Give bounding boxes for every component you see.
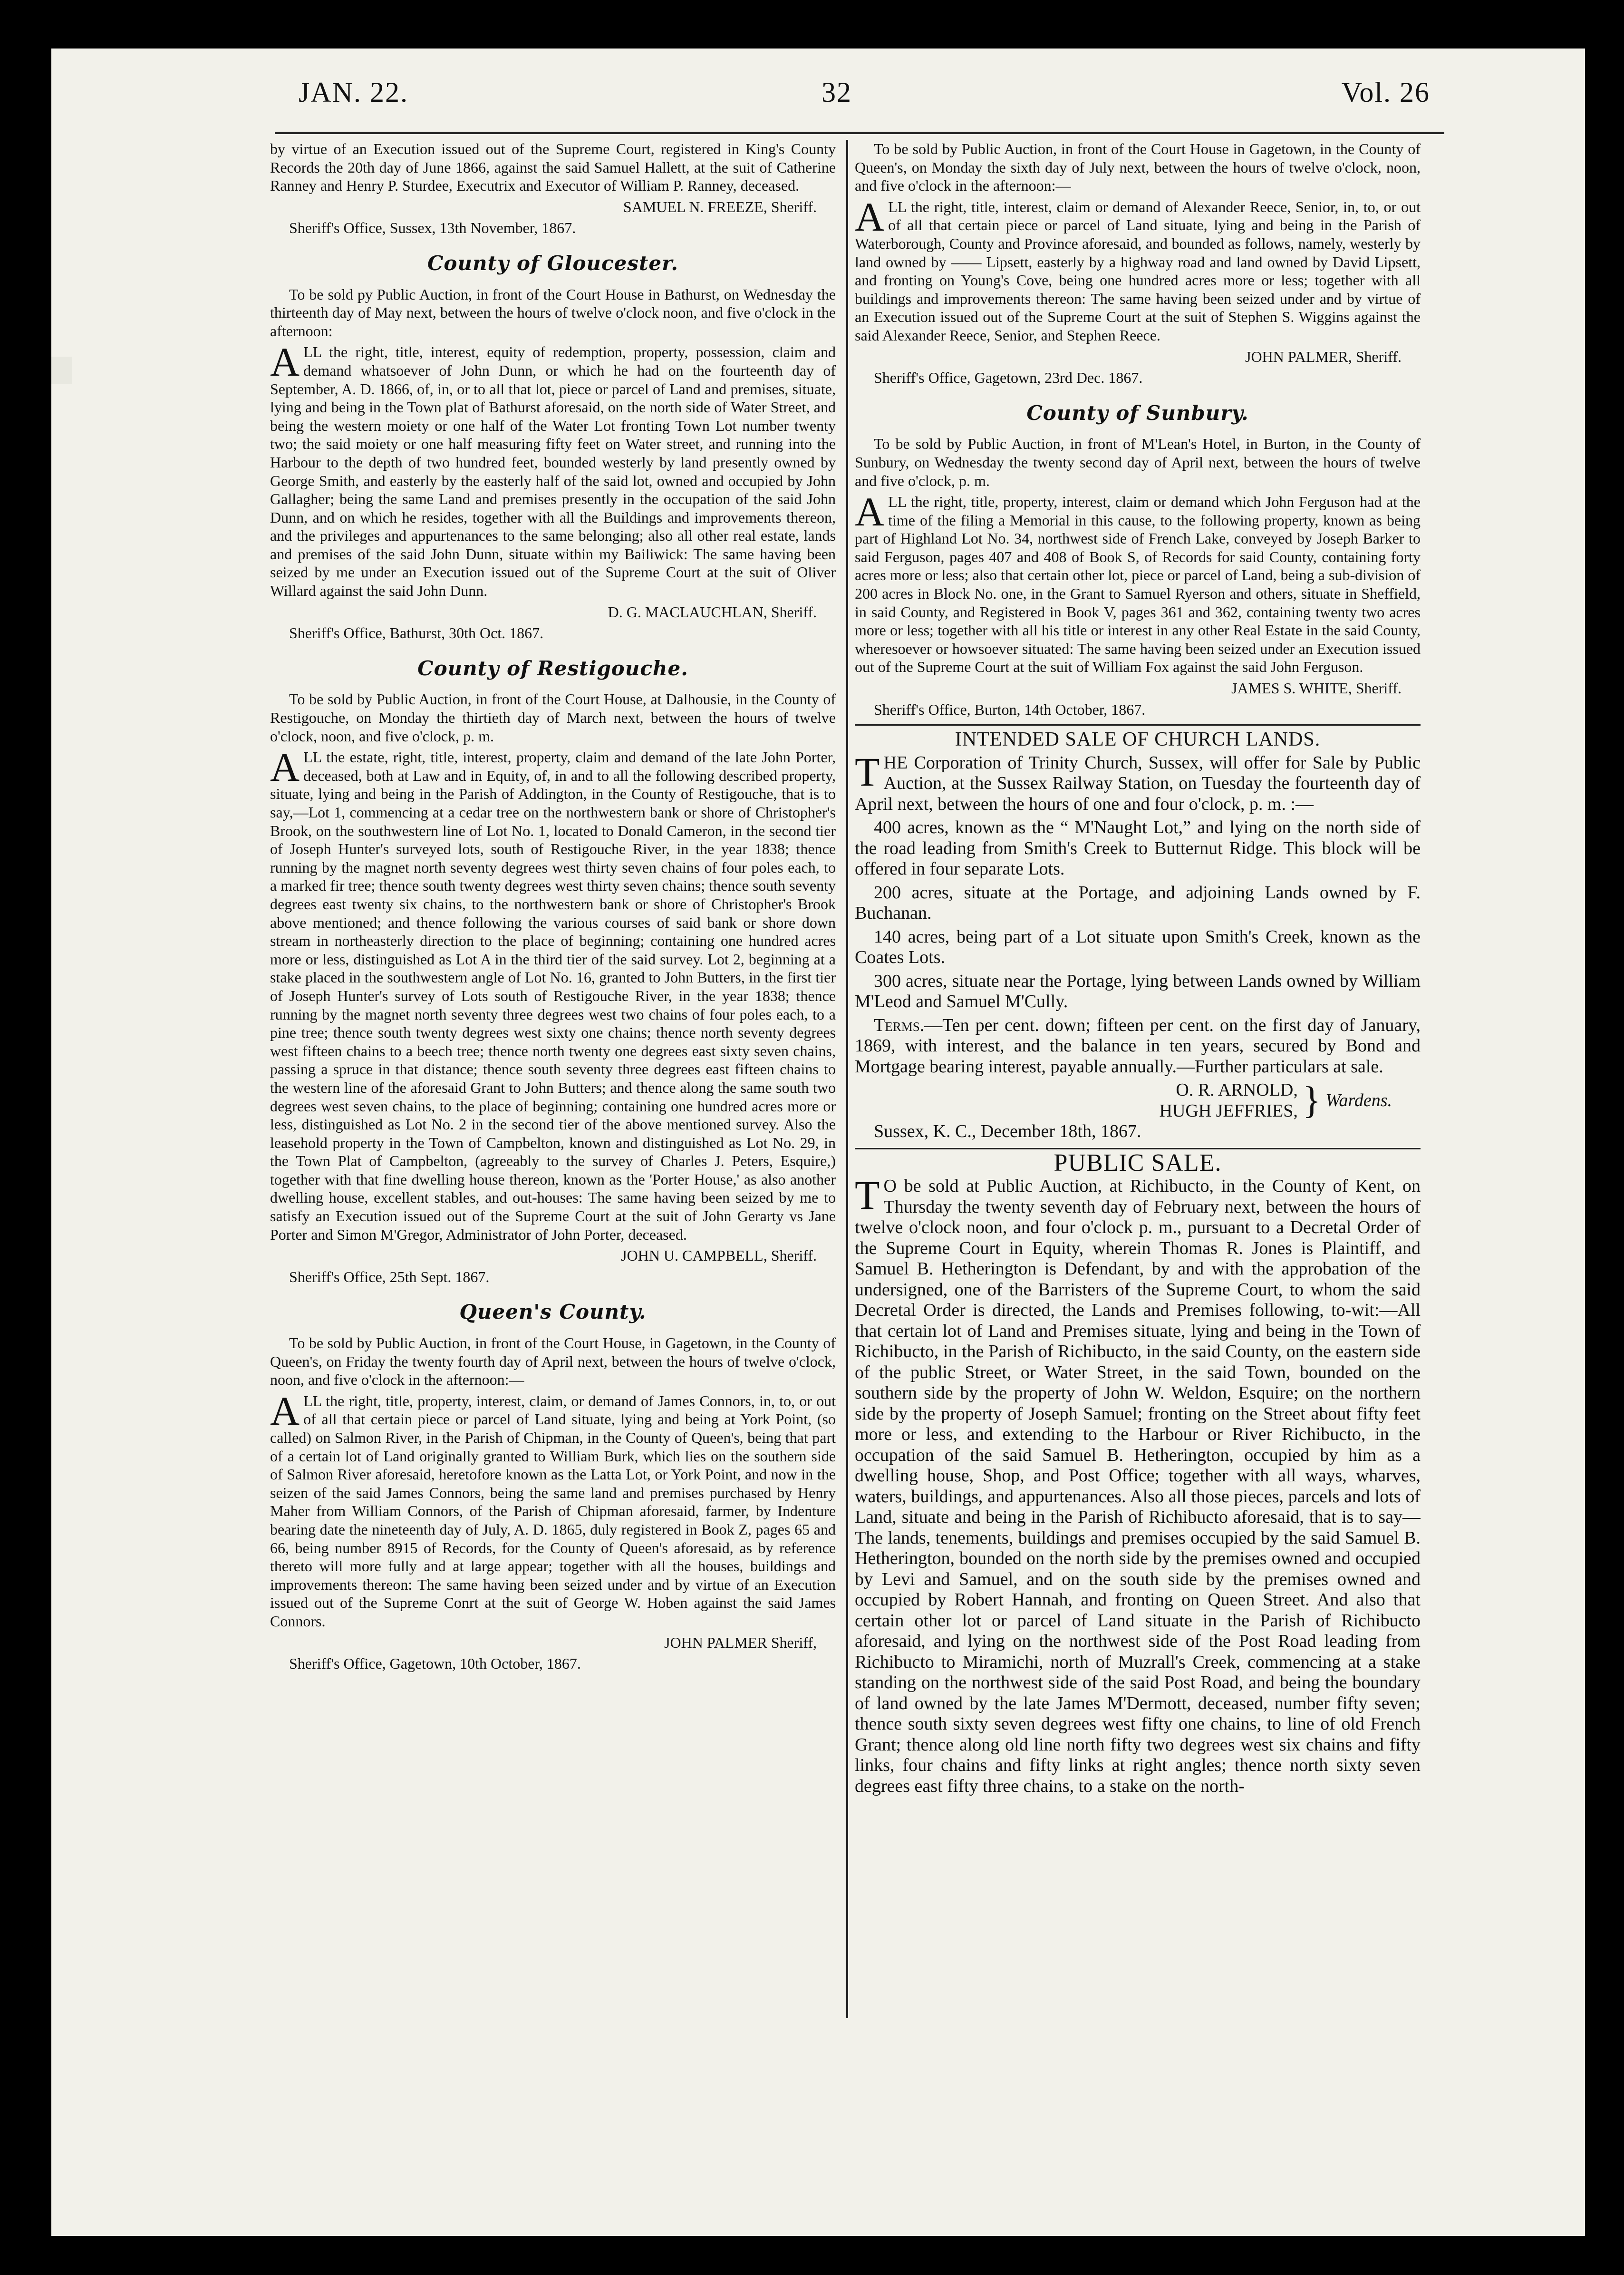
sunbury-signature: JAMES S. WHITE, Sheriff. — [1231, 680, 1402, 697]
public-sale-heading: PUBLIC SALE. — [1054, 1149, 1222, 1176]
newspaper-page — [51, 49, 1585, 2236]
header-rule — [275, 132, 1444, 134]
continued-office: Sheriff's Office, Sussex, 13th November, 1867. — [289, 219, 576, 237]
church-dropcap: T — [855, 749, 880, 795]
gloucester-dropcap: A — [270, 339, 300, 385]
gloucester-body-text: LL the right, title, interest, equity of redemption, property, possession, claim and demand whatsoever of John Dunn, or which he had on the fourteenth day of September, A. D. 1866, of, in, or to all that lot, piece or parcel of Land and premises, situate, lying and being in the Town plat of Bathurst aforesaid, on the north side of Water Street, and being the western moiety or one half of the Water Lot fronting Town Lot number twenty two; the said moiety or one half measuring fifty feet on Water street, and running into the Harbour to the depth of two hundred feet, bounded westerly by land presently owned by George Smith, and easterly by the easterly half of the said lot, owned and occupied by John Gallagher; being the same Land and premises presently in the occupation of the said John Dunn, and on which he resides, together with all the Buildings and improvements thereon, and the privileges and appurtenances to the same belonging; also all other real estate, lands and premises of the said John Dunn, situate within my Bailiwick: The same having been seized by me under an Execution issued out of the Supreme Court at the suit of Oliver Willard against the said John Dunn. — [270, 343, 836, 600]
page-edge-tab — [51, 357, 72, 384]
church-date: Sussex, K. C., December 18th, 1867. — [874, 1121, 1141, 1142]
brace-symbol: } — [1302, 1079, 1321, 1122]
restigouche-dropcap: A — [270, 744, 300, 790]
sunbury-heading: County of Sunbury. — [1026, 401, 1249, 425]
public-sale-notice — [855, 1172, 1421, 1797]
continued-notice: by virtue of an Execution issued out of the Supreme Court, registered in King's County Records the 20th day of June 1866, against the said Samuel Hallett, at the suit of Catherine Ranney and Henry P. Sturdee, Executrix and Executor of William P. Ranney, deceased. — [270, 140, 836, 194]
restigouche-heading: County of Restigouche. — [417, 656, 688, 680]
public-sale-body-text: O be sold at Public Auction, at Richibucto, in the County of Kent, on Thursday the twenty seventh day of February next, between the hours of twelve o'clock noon, and four o'clock p. m., pursuant to a Decretal Order of the Supreme Court in Equity, wherein Thomas R. Jones is Plaintiff, and Samuel B. Hetherington is Defendant, by and with the approbation of the undersigned, one of the Barristers of the Supreme Court, to whom the said Decretal Order is directed, the Lands and Premises following, to-wit:—All that certain lot of Land and Premises situate, lying and being in the Town of Richibucto, in the Parish of Richibucto, in the said County, on the eastern side of the public Street, or Water Street, in the said Town, bounded on the southern side by the property of John W. Weldon, Esquire; on the northern side by the property of Joseph Samuel; fronting on the Street about fifty feet more or less, and extending to the Harbour or River Richibucto, in the occupation of the said Samuel B. Hetherington, occupied by him as a dwelling house, Shop, and Post Office; together with all ways, wharves, waters, buildings, and appurtenances. Also all those pieces, parcels and lots of Land, situate and being in the Parish of Richibucto aforesaid, that is to say—The lands, tenements, buildings and premises occupied by the said Samuel B. Hetherington, bounded on the north side by the premises owned and occupied by Levi and Samuel, and on the south side by the premises owned and occupied by Robert Hannah, and fronting on Queen Street. And also that certain other lot or parcel of Land situate in the Parish of Richibucto aforesaid, and lying on the northwest side of the Post Road leading from Richibucto to Miramichi, north of Muzrall's Creek, commencing at a stake standing on the northwest side of the said Post Road, and being the boundary of land owned by the late James M'Dermott, deceased, number fifty seven; thence south sixty seven degrees west fifty one chains, to line of old French Grant; thence along old line north fifty two degrees west six chains and fifty links, four chains and fifty links at right angles; thence north sixty seven degrees east fifty three chains, to a stake on the north- — [855, 1176, 1421, 1796]
queens2-body — [855, 194, 1421, 345]
page-header — [299, 76, 1430, 128]
left-column — [270, 140, 836, 2061]
queens-dropcap: A — [270, 1388, 300, 1434]
queens-intro: To be sold by Public Auction, in front of the Court House, in Gagetown, in the County of Queen's, on Friday the twenty fourth day of April next, between the hours of twelve o'clock, noon, and five o'clock in the afternoon:— — [270, 1334, 836, 1389]
church-wardens — [855, 1080, 1421, 1121]
gloucester-heading: County of Gloucester. — [427, 251, 678, 275]
queens-body-text: LL the right, title, property, interest, claim, or demand of James Connors, in, to, or out of all that certain piece or parcel of Land situate, lying and being at York Point, (so called) on Salmon River, in the Parish of Chipman, in the County of Queen's, being that part of a certain lot of Land originally granted to William Burk, which lies on the southern side of Salmon River aforesaid, heretofore known as the Latta Lot, or York Point, and now in the seizen of the said James Connors, being the same land and premises purchased by Henry Maher from William Connors, of the Parish of Chipman aforesaid, farmer, by Indenture bearing date the nineteenth day of July, A. D. 1865, duly registered in Book Z, pages 65 and 66, being number 8915 of Records, for the County of Queen's aforesaid, as by reference thereto will more fully and at large appear; together with all the houses, buildings and improvements thereon: The same having been seized under and by virtue of an Execution issued out of the Supreme Conrt at the suit of George W. Hoben against the said James Connors. — [270, 1392, 836, 1630]
warden-names — [1160, 1080, 1298, 1121]
church-terms — [855, 1015, 1421, 1078]
queens2-body-text: LL the right, title, interest, claim or demand of Alexander Reece, Senior, in, to, or out of all that certain piece or parcel of Land situate, lying and being in the Parish of Waterborough, County and Province aforesaid, and bounded as follows, namely, westerly by land owned by —— Lipsett, easterly by a highway road and land owned by David Lipsett, and fronting on Young's Cove, being one hundred acres more or less; together with all buildings and improvements thereon: The same having been seized under and by virtue of an Execution issued out of the Supreme Court at the suit of Stephen S. Wiggins against the said Alexander Reece, Senior, and Stephen Reece. — [855, 198, 1421, 344]
restigouche-office: Sheriff's Office, 25th Sept. 1867. — [289, 1268, 490, 1285]
restigouche-intro: To be sold by Public Auction, in front of the Court House, at Dalhousie, in the County of Restigouche, on Monday the thirtieth day of March next, between the hours of twelve o'clock, noon, and five o'clock, p. m. — [270, 690, 836, 745]
sunbury-body-text: LL the right, title, property, interest, claim or demand which John Ferguson had at the time of the filing a Memorial in this cause, to the following property, known as being part of Highland Lot No. 34, northwest side of French Lake, conveyed by Joseph Barker to said Ferguson, pages 407 and 408 of Book S, of Records for said County, containing forty acres more or less; also that certain other lot, piece or parcel of Land, being a sub-division of 200 acres in Block No. one, in the Grant to Samuel Ryerson and others, situate in Sheffield, in said County, and Registered in Book V, pages 361 and 362, containing twenty two acres more or less; together with all his title or interest in any other Real Estate in the said County, wheresoever or howsoever situated: The same having been seized under an Execution issued out of the Supreme Court at the suit of William Fox against the said John Ferguson. — [855, 493, 1421, 676]
sunbury-office: Sheriff's Office, Burton, 14th October, 1867. — [874, 700, 1146, 718]
church-heading: INTENDED SALE OF CHURCH LANDS. — [955, 729, 1321, 751]
church-para-1-text: HE Corporation of Trinity Church, Sussex, will offer for Sale by Public Auction, at the Sussex Railway Station, on Tuesday the fourteenth day of April next, between the hours of one and four o'clock, p. m. :— — [855, 752, 1421, 814]
queens-body — [270, 1388, 836, 1631]
header-volume: Vol. 26 — [1341, 77, 1430, 108]
section-rule — [855, 724, 1421, 726]
sunbury-body — [855, 489, 1421, 676]
queens2-signature: JOHN PALMER, Sheriff. — [1245, 348, 1402, 365]
right-column — [855, 140, 1421, 2061]
restigouche-signature: JOHN U. CAMPBELL, Sheriff. — [621, 1247, 817, 1264]
gloucester-intro: To be sold py Public Auction, in front of the Court House in Bathurst, on Wednesday the thirteenth day of May next, between the hours of twelve o'clock noon, and five o'clock in the afternoon: — [270, 285, 836, 340]
warden-1: O. R. ARNOLD, — [1176, 1080, 1298, 1100]
church-terms-label: Terms. — [874, 1015, 925, 1035]
gloucester-signature: D. G. MACLAUCHLAN, Sheriff. — [608, 603, 817, 621]
church-terms-text: —Ten per cent. down; fifteen per cent. on the first day of January, 1869, with interest, and the balance in ten years, secured by Bond and Mortgage bearing interest, payable annually.—Further particulars at sale. — [855, 1015, 1421, 1077]
public-sale-dropcap: T — [855, 1172, 880, 1218]
church-para-5: 300 acres, situate near the Portage, lying between Lands owned by William M'Leod and Samuel M'Cully. — [855, 971, 1421, 1012]
queens-signature: JOHN PALMER Sheriff, — [664, 1633, 817, 1651]
header-page-number: 32 — [822, 77, 852, 108]
queens2-intro: To be sold by Public Auction, in front of the Court House in Gagetown, in the County of Queen's, on Monday the sixth day of July next, between the hours of twelve o'clock, noon, and five o'clock in the afternoon:— — [855, 140, 1421, 194]
public-sale-body — [855, 1172, 1421, 1797]
continued-signature: SAMUEL N. FREEZE, Sheriff. — [623, 198, 817, 215]
column-divider — [846, 140, 848, 2018]
queens-heading: Queen's County. — [459, 1300, 647, 1324]
queens2-dropcap: A — [855, 194, 885, 240]
church-para-2: 400 acres, known as the “ M'Naught Lot,” and lying on the north side of the road leading from Smith's Creek to Butternut Ridge. This block will be offered in four separate Lots. — [855, 817, 1421, 879]
gloucester-office: Sheriff's Office, Bathurst, 30th Oct. 1867. — [289, 624, 544, 642]
queens-office: Sheriff's Office, Gagetown, 10th October, 1867. — [289, 1655, 581, 1672]
restigouche-body — [270, 744, 836, 1244]
church-para-4: 140 acres, being part of a Lot situate upon Smith's Creek, known as the Coates Lots. — [855, 926, 1421, 968]
church-para-1 — [855, 749, 1421, 815]
wardens-label: Wardens. — [1325, 1090, 1392, 1111]
queens2-office: Sheriff's Office, Gagetown, 23rd Dec. 1867. — [874, 369, 1143, 387]
gloucester-body — [270, 339, 836, 600]
sunbury-dropcap: A — [855, 489, 885, 535]
restigouche-body-text: LL the estate, right, title, interest, property, claim and demand of the late John Porter, deceased, both at Law and in Equity, of, in and to all the following described property, situate, lying and being in the Parish of Addington, in the County of Restigouche, that is to say,—Lot 1, commencing at a cedar tree on the northwestern bank or shore of Christopher's Brook, on the southwestern line of Lot No. 1, located to Donald Cameron, in the second tier of Joseph Hunter's surveyed lots, south of Restigouche River, in the year 1838; thence running by the magnet north seventy degrees west thirty seven chains of four poles each, to a marked fir tree; thence south twenty degrees west thirty seven chains; thence south seventy degrees east twenty six chains, to the northwestern bank or shore of Christopher's Brook above mentioned; and thence following the various courses of said bank or shore down stream in northeasterly direction to the place of beginning; containing one hundred acres more or less, distinguished as Lot A in the third tier of the said survey. Lot 2, beginning at a stake placed in the southwestern angle of Lot No. 16, granted to John Butters, in the first tier of Joseph Hunter's survey of Lots south of Restigouche River, in the year 1838; thence running by the magnet north seventy three degrees west two chains of four poles each, to a pine tree; thence south twenty degrees west sixty one chains; thence north seventy degrees west fifteen chains to a beech tree; thence north twenty one degrees east sixty seven chains, passing a spruce in that distance; thence south seventy three degrees east fifteen chains to the western line of the aforesaid Grant to John Butters; and thence along the same south two degrees west seven chains, to the place of beginning; containing one hundred acres more or less, distinguished as Lot No. 2 in the second tier of the above mentioned survey. Also the leasehold property in the Town of Campbelton, known and distinguished as Lot No. 29, in the Town Plat of Campbelton, (agreeably to the survey of Charles J. Peters, Esquire,) together with that fine dwelling house thereon, known as the 'Porter House,' as also another dwelling house, excellent stables, and out-houses: The same having been seized by me to satisfy an Execution issued out of the Supreme Court at the suit of John Gerarty vs Jane Porter and Simon M'Gregor, Administrator of John Porter, deceased. — [270, 749, 836, 1243]
church-para-3: 200 acres, situate at the Portage, and adjoining Lands owned by F. Buchanan. — [855, 882, 1421, 924]
header-date: JAN. 22. — [299, 77, 409, 108]
sunbury-intro: To be sold by Public Auction, in front of M'Lean's Hotel, in Burton, in the County of Sunbury, on Wednesday the twenty second day of April next, between the hours of twelve and five o'clock, p. m. — [855, 435, 1421, 489]
warden-2: HUGH JEFFRIES, — [1159, 1100, 1298, 1121]
church-notice — [855, 749, 1421, 1142]
